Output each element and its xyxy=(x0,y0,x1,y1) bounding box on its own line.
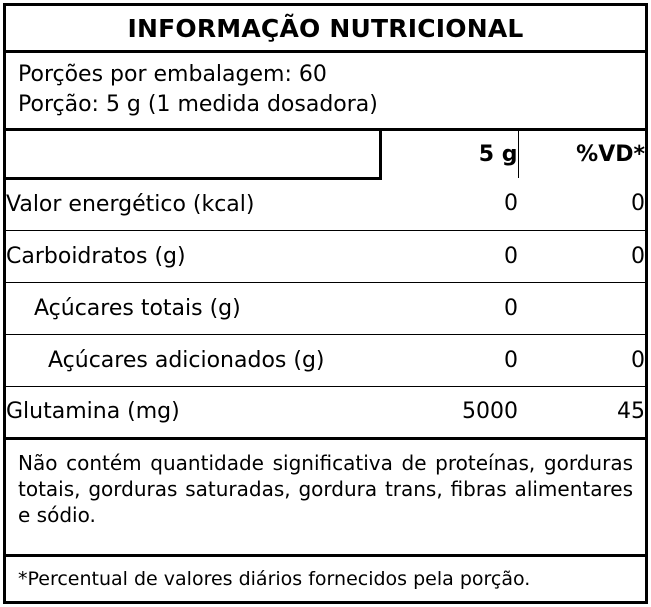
nutrient-daily-value: 45 xyxy=(518,386,645,438)
nutrient-daily-value: 0 xyxy=(518,178,645,230)
nutrient-daily-value: 0 xyxy=(518,334,645,386)
nutrition-table xyxy=(6,131,645,440)
column-header-amount: 5 g xyxy=(380,131,518,178)
nutrient-name: Valor energético (kcal) xyxy=(6,178,380,230)
serving-size: Porção: 5 g (1 medida dosadora) xyxy=(18,92,378,117)
nutrient-name: Açúcares adicionados (g) xyxy=(6,334,380,386)
table-row xyxy=(6,282,645,334)
column-header-daily-value: %VD* xyxy=(518,131,645,178)
nutrient-amount: 5000 xyxy=(380,386,518,438)
column-header-nutrient xyxy=(6,131,380,178)
serving-info xyxy=(6,53,645,131)
nutrition-facts-panel xyxy=(3,3,648,604)
nutrient-amount: 0 xyxy=(380,334,518,386)
nutrient-amount: 0 xyxy=(380,178,518,230)
servings-per-package: Porções por embalagem: 60 xyxy=(18,62,327,87)
nutrient-name: Glutamina (mg) xyxy=(6,386,380,438)
table-row xyxy=(6,334,645,386)
nutrient-daily-value: 0 xyxy=(518,230,645,282)
table-row xyxy=(6,386,645,438)
table-row xyxy=(6,230,645,282)
label-title-row xyxy=(6,6,645,53)
table-row xyxy=(6,178,645,230)
footnote-not-significant: Não contém quantidade significativa de proteínas, gorduras totais, gorduras saturadas, gordura trans, fibras alimentares e sódio. xyxy=(6,440,645,558)
nutrient-amount: 0 xyxy=(380,230,518,282)
page-title: INFORMAÇÃO NUTRICIONAL xyxy=(127,13,524,43)
table-header-row xyxy=(6,131,645,178)
footnote-daily-value: *Percentual de valores diários fornecidos pela porção. xyxy=(18,568,531,590)
nutrient-name: Açúcares totais (g) xyxy=(6,282,380,334)
nutrient-amount: 0 xyxy=(380,282,518,334)
nutrient-daily-value xyxy=(518,282,645,334)
nutrition-table-body xyxy=(6,178,645,438)
nutrient-name: Carboidratos (g) xyxy=(6,230,380,282)
